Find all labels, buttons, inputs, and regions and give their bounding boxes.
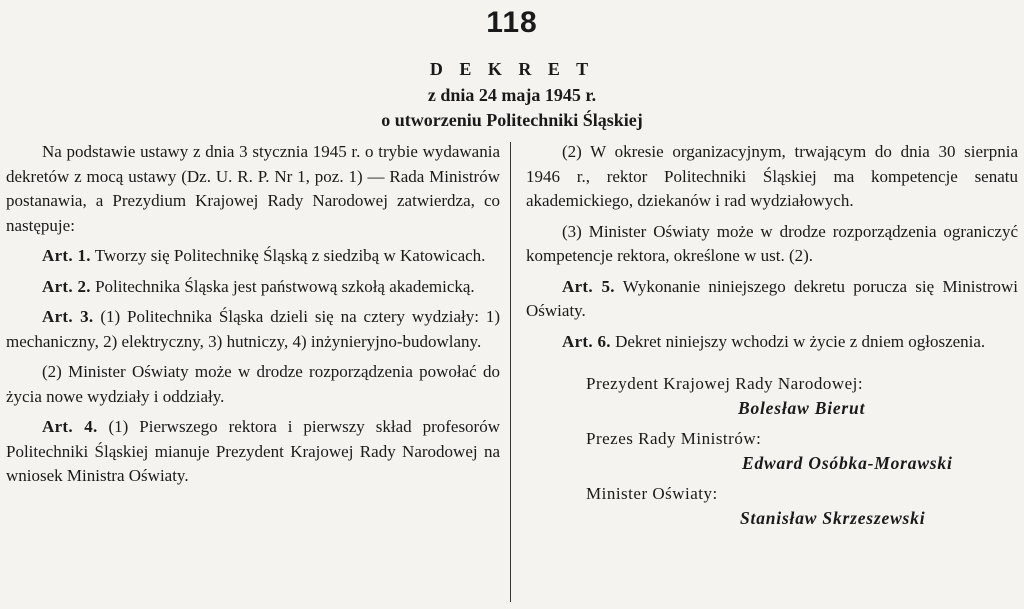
right-text-column — [526, 140, 1018, 537]
signatory-name-education-minister: Stanisław Skrzeszewski — [740, 508, 926, 528]
preamble-paragraph: Na podstawie ustawy z dnia 3 stycznia 1945 r. o trybie wydawania dekretów z mocą ustawy (Dz. U. R. P. Nr 1, poz. 1) — Rada Ministrów postanawia, a Prezydium Krajowej Rady Narodowej zatwierdza, co następuje: — [6, 142, 500, 235]
article-6-label: Art. 6. — [562, 331, 611, 351]
document-type-heading: D E K R E T — [429, 59, 595, 79]
signatory-role-president: Prezydent Krajowej Rady Narodowej: — [586, 374, 864, 393]
article-4-label: Art. 4. — [42, 417, 98, 436]
column-divider — [510, 142, 511, 602]
article-3-paragraph-1 — [6, 305, 500, 354]
article-5-text: Wykonanie niniejszego dekretu porucza się Ministrowi Oświaty. — [526, 276, 1019, 320]
page-number: 118 — [486, 6, 538, 39]
article-3-clause-1: (1) Politechnika Śląska dzieli się na cztery wydziały: 1) mechaniczny, 2) elektryczny, 3) hutniczy, 4) inżynieryjno-budowlany. — [6, 307, 500, 351]
decree-date-heading: z dnia 24 maja 1945 r. — [427, 85, 597, 105]
decree-title-heading: o utworzeniu Politechniki Śląskiej — [381, 110, 643, 130]
article-6-paragraph — [526, 330, 1018, 355]
article-1-label: Art. 1. — [42, 246, 91, 265]
article-5-label: Art. 5. — [562, 276, 615, 296]
article-2-text: Politechnika Śląska jest państwową szkołą akademicką. — [95, 276, 475, 296]
article-6-text: Dekret niniejszy wchodzi w życie z dniem ogłoszenia. — [615, 331, 986, 351]
article-4-paragraph-1 — [6, 415, 500, 489]
signature-block — [526, 372, 1018, 531]
article-2-label: Art. 2. — [42, 276, 91, 296]
left-text-column — [6, 140, 500, 495]
article-3-label: Art. 3. — [42, 307, 94, 326]
article-4-clause-2: (2) W okresie organizacyjnym, trwającym do dnia 30 sierpnia 1946 r., rektor Politechniki Śląskiej ma kompetencje senatu akademickiego, dziekanów i rad wydziałowych. — [526, 142, 1018, 210]
article-1-paragraph — [6, 244, 500, 269]
article-3-clause-2: (2) Minister Oświaty może w drodze rozporządzenia powołać do życia nowe wydziały i oddziały. — [6, 362, 500, 406]
signatory-role-education-minister: Minister Oświaty: — [586, 484, 718, 503]
article-4-clause-3: (3) Minister Oświaty może w drodze rozporządzenia ograniczyć kompetencje rektora, określone w ust. (2). — [526, 221, 1018, 265]
signatory-name-prime-minister: Edward Osóbka-Morawski — [742, 453, 953, 473]
article-2-paragraph — [6, 275, 500, 300]
article-4-clause-1: (1) Pierwszego rektora i pierwszy skład profesorów Politechniki Śląskiej mianuje Prezydent Krajowej Rady Narodowej na wniosek Ministra Oświaty. — [6, 417, 500, 485]
signatory-name-president: Bolesław Bierut — [738, 398, 866, 418]
signatory-role-prime-minister: Prezes Rady Ministrów: — [586, 429, 762, 448]
article-5-paragraph — [526, 275, 1018, 324]
article-1-text: Tworzy się Politechnikę Śląską z siedzibą w Katowicach. — [94, 246, 486, 265]
